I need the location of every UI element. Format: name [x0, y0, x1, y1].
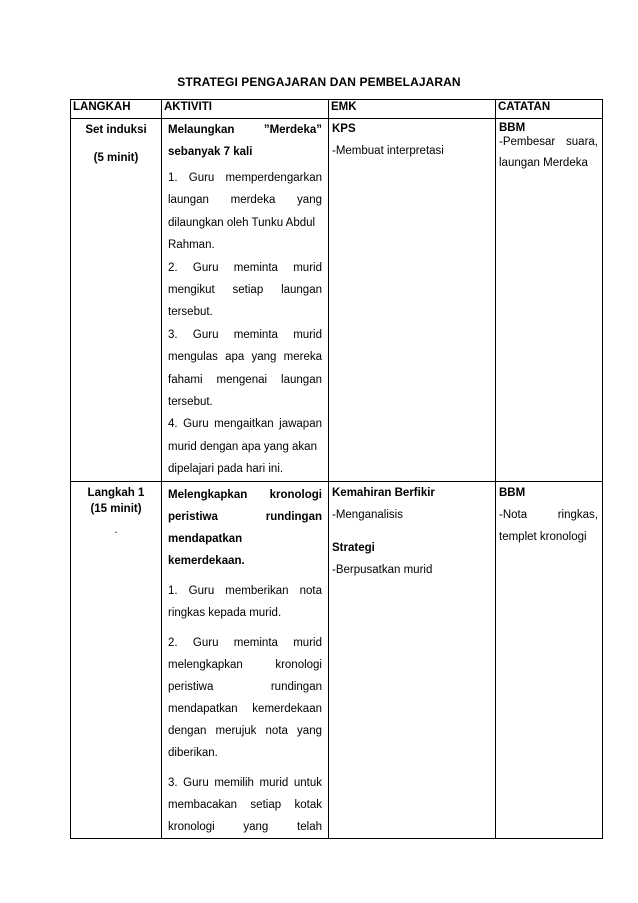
aktiviti-step-line: kronologi yang telah — [168, 820, 322, 833]
emk-title: KPS — [332, 123, 356, 135]
aktiviti-step-line: mengikut setiap laungan — [168, 284, 322, 297]
aktiviti-step-line: melengkapkan kronologi — [168, 658, 322, 671]
emk-cell — [329, 481, 496, 838]
aktiviti-step-line: 1. Guru memberikan nota — [168, 584, 322, 597]
aktiviti-step-line: laungan merdeka yang — [168, 194, 322, 207]
emk-strategi-title: Strategi — [332, 541, 375, 554]
emk-strategi-text: -Berpusatkan murid — [332, 563, 433, 576]
aktiviti-step-line: 1. Guru memperdengarkan — [168, 172, 322, 184]
emk-text: -Menganalisis — [332, 508, 403, 521]
aktiviti-step-line: 3. Guru meminta murid — [168, 328, 322, 341]
langkah-label: Langkah 1 — [87, 486, 145, 499]
aktiviti-step-line: peristiwa rundingan — [168, 680, 322, 693]
langkah-time: (15 minit) — [90, 502, 142, 515]
aktiviti-step-line: membacakan setiap kotak — [168, 798, 322, 811]
langkah-time: (5 minit) — [93, 152, 139, 164]
langkah-label: Set induksi — [85, 124, 147, 136]
catatan-line: templet kronologi — [499, 530, 587, 543]
catatan-title: BBM — [499, 122, 526, 134]
aktiviti-steps — [168, 167, 322, 481]
aktiviti-step-line: diberikan. — [168, 746, 218, 759]
aktiviti-step-line: ringkas kepada murid. — [168, 606, 282, 619]
aktiviti-step-line: mendapatkan kemerdekaan — [168, 702, 322, 715]
aktiviti-step-line: dilaungkan oleh Tunku Abdul — [168, 216, 316, 229]
aktiviti-step-line: Rahman. — [168, 239, 215, 252]
aktiviti-title-line: kemerdekaan. — [168, 554, 245, 567]
langkah-cell — [71, 119, 162, 482]
aktiviti-step-line: 2. Guru meminta murid — [168, 261, 322, 274]
lesson-plan-table — [70, 99, 603, 839]
aktiviti-step-line: dengan merujuk nota yang — [168, 724, 322, 737]
header-emk: EMK — [329, 100, 496, 119]
emk-text: -Membuat interpretasi — [332, 145, 444, 157]
aktiviti-title-line: Melengkapkan kronologi — [168, 488, 322, 501]
header-langkah: LANGKAH — [71, 100, 162, 119]
langkah-dot: . — [114, 523, 118, 536]
aktiviti-cell — [162, 481, 329, 838]
table-row — [71, 481, 603, 838]
catatan-title: BBM — [499, 486, 526, 499]
catatan-line: laungan Merdeka — [499, 157, 588, 169]
aktiviti-title — [168, 484, 322, 572]
table-header-row — [71, 100, 603, 119]
aktiviti-step-line: fahami mengenai laungan — [168, 373, 322, 386]
header-aktiviti: AKTIVITI — [162, 100, 329, 119]
aktiviti-step — [168, 580, 322, 624]
aktiviti-title-line: mendapatkan — [168, 532, 243, 545]
catatan-line: -Pembesar suara, — [499, 136, 598, 148]
catatan-cell — [496, 119, 603, 482]
catatan-cell — [496, 481, 603, 838]
aktiviti-step-line: tersebut. — [168, 306, 213, 319]
aktiviti-step-line: 3. Guru memilih murid untuk — [168, 776, 322, 789]
header-catatan: CATATAN — [496, 100, 603, 119]
aktiviti-title-line: peristiwa rundingan — [168, 510, 322, 523]
aktiviti-step-line: 4. Guru mengaitkan jawapan — [168, 418, 322, 431]
aktiviti-step-line: mengulas apa yang mereka — [168, 351, 322, 364]
table-row — [71, 119, 603, 482]
aktiviti-step-line: tersebut. — [168, 396, 213, 409]
aktiviti-step-line: 2. Guru meminta murid — [168, 636, 322, 649]
emk-cell — [329, 119, 496, 482]
aktiviti-cell — [162, 119, 329, 482]
catatan-line: -Nota ringkas, — [499, 508, 598, 521]
aktiviti-step-line: murid dengan apa yang akan — [168, 440, 317, 453]
document-title: STRATEGI PENGAJARAN DAN PEMBELAJARAN — [177, 75, 461, 89]
langkah-cell — [71, 481, 162, 838]
aktiviti-step-line: dipelajari pada hari ini. — [168, 463, 284, 476]
emk-title: Kemahiran Berfikir — [332, 486, 435, 499]
aktiviti-title-line: Melaungkan ”Merdeka” — [168, 124, 322, 136]
aktiviti-step — [168, 632, 322, 764]
aktiviti-title-line: sebanyak 7 kali — [168, 146, 253, 158]
aktiviti-step — [168, 772, 322, 838]
